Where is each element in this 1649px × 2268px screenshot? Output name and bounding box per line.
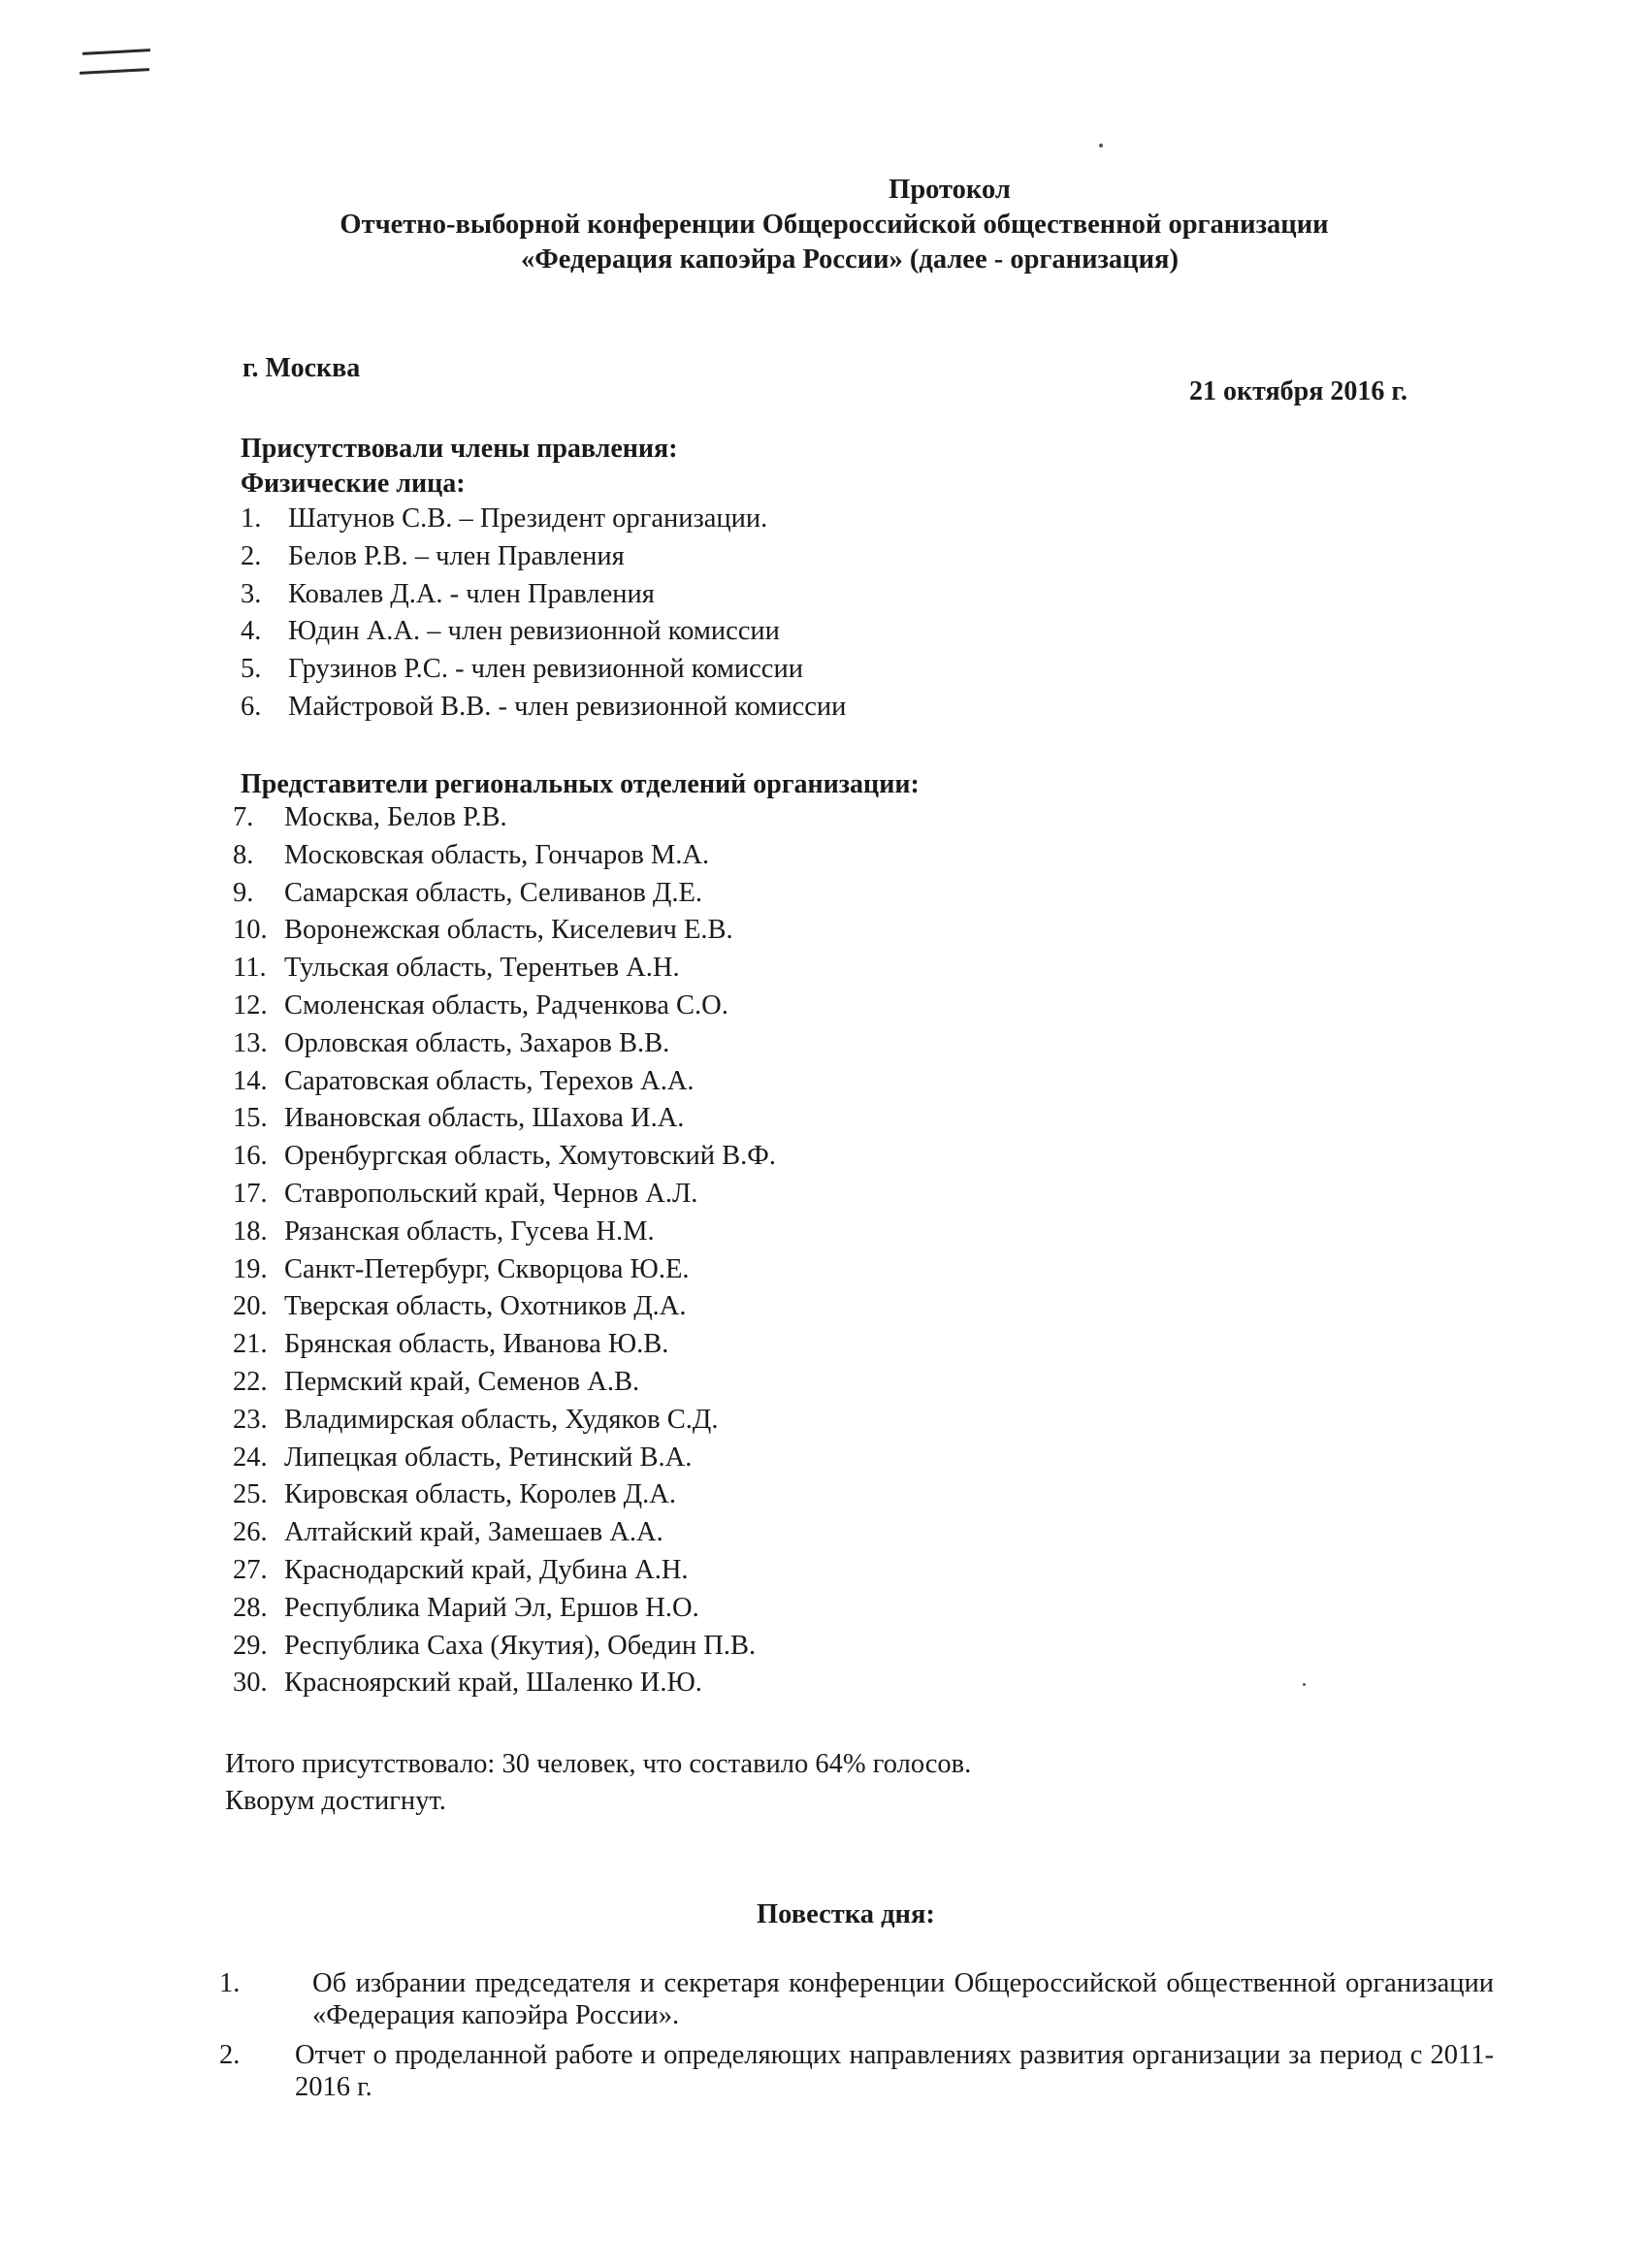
- list-item: 2. Белов Р.В. – член Правления: [241, 540, 625, 571]
- list-item: 1. Шатунов С.В. – Президент организации.: [241, 503, 768, 534]
- scan-mark: [82, 49, 150, 55]
- list-item: 14. Саратовская область, Терехов А.А.: [233, 1065, 695, 1096]
- document-city: г. Москва: [242, 353, 361, 383]
- list-item: 12. Смоленская область, Радченкова С.О.: [233, 989, 728, 1021]
- scan-speck: [1099, 144, 1103, 147]
- list-item: 29. Республика Саха (Якутия), Обедин П.В.: [233, 1630, 757, 1661]
- scan-speck: [1303, 1683, 1306, 1686]
- list-item: 27. Краснодарский край, Дубина А.Н.: [233, 1554, 689, 1585]
- list-item: 26. Алтайский край, Замешаев А.А.: [233, 1517, 663, 1548]
- list-item: 9. Самарская область, Селиванов Д.Е.: [233, 877, 703, 908]
- list-item: 17. Ставропольский край, Чернов А.Л.: [233, 1178, 698, 1209]
- list-item: 4. Юдин А.А. – член ревизионной комиссии: [241, 616, 780, 647]
- regions-list: [233, 799, 776, 1702]
- document-date: 21 октября 2016 г.: [1189, 376, 1407, 406]
- individuals-list: [241, 501, 846, 727]
- list-item: 22. Пермский край, Семенов А.В.: [233, 1366, 640, 1397]
- list-item: 6. Майстровой В.В. - член ревизионной комиссии: [241, 691, 847, 722]
- scan-mark: [80, 68, 149, 75]
- document-title: Протокол: [889, 175, 1011, 205]
- list-item: 18. Рязанская область, Гусева Н.М.: [233, 1215, 655, 1247]
- list-item: 23. Владимирская область, Худяков С.Д.: [233, 1404, 719, 1435]
- list-item: 7. Москва, Белов Р.В.: [233, 802, 507, 832]
- document-subtitle: Отчетно-выборной конференции Общероссийской общественной организации: [340, 210, 1329, 240]
- document-header: [0, 173, 1649, 277]
- list-item: 30. Красноярский край, Шаленко И.Ю.: [233, 1668, 702, 1699]
- list-item: 16. Оренбургская область, Хомутовский В.Ф.: [233, 1141, 776, 1172]
- attendance-summary: [225, 1746, 971, 1820]
- list-item: 24. Липецкая область, Ретинский В.А.: [233, 1442, 693, 1473]
- list-item: 5. Грузинов Р.С. - член ревизионной комиссии: [241, 654, 803, 685]
- list-item: 21. Брянская область, Иванова Ю.В.: [233, 1329, 669, 1360]
- attendance-total: Итого присутствовало: 30 человек, что составило 64% голосов.: [225, 1749, 972, 1779]
- list-item: 10. Воронежская область, Киселевич Е.В.: [233, 915, 733, 946]
- agenda-title: Повестка дня:: [757, 1899, 935, 1929]
- list-item: 15. Ивановская область, Шахова И.А.: [233, 1103, 685, 1134]
- list-item: 3. Ковалев Д.А. - член Правления: [241, 578, 655, 609]
- list-item: 8. Московская область, Гончаров М.А.: [233, 839, 710, 870]
- list-item: 13. Орловская область, Захаров В.В.: [233, 1027, 670, 1058]
- individuals-title: Физические лица:: [241, 469, 466, 499]
- list-item: 11. Тульская область, Терентьев А.Н.: [233, 953, 680, 984]
- organization-name: «Федерация капоэйра России» (далее - организация): [521, 244, 1179, 275]
- list-item: 19. Санкт-Петербург, Скворцова Ю.Е.: [233, 1253, 690, 1284]
- present-members-title: Присутствовали члены правления:: [241, 434, 678, 464]
- agenda-item: 1. Об избрании председателя и секретаря конференции Общероссийской общественной организации «Федерация капоэйра России».: [219, 1968, 1494, 2030]
- agenda-list: [219, 1967, 1494, 2111]
- quorum-status: Кворум достигнут.: [225, 1786, 446, 1816]
- list-item: 25. Кировская область, Королев Д.А.: [233, 1479, 676, 1510]
- regions-title: Представители региональных отделений организации:: [241, 769, 920, 799]
- list-item: 20. Тверская область, Охотников Д.А.: [233, 1291, 687, 1322]
- list-item: 28. Республика Марий Эл, Ершов Н.О.: [233, 1592, 699, 1623]
- agenda-item: 2. Отчет о проделанной работе и определяющих направлениях развития организации за период с 2011-2016 г.: [219, 2040, 1494, 2102]
